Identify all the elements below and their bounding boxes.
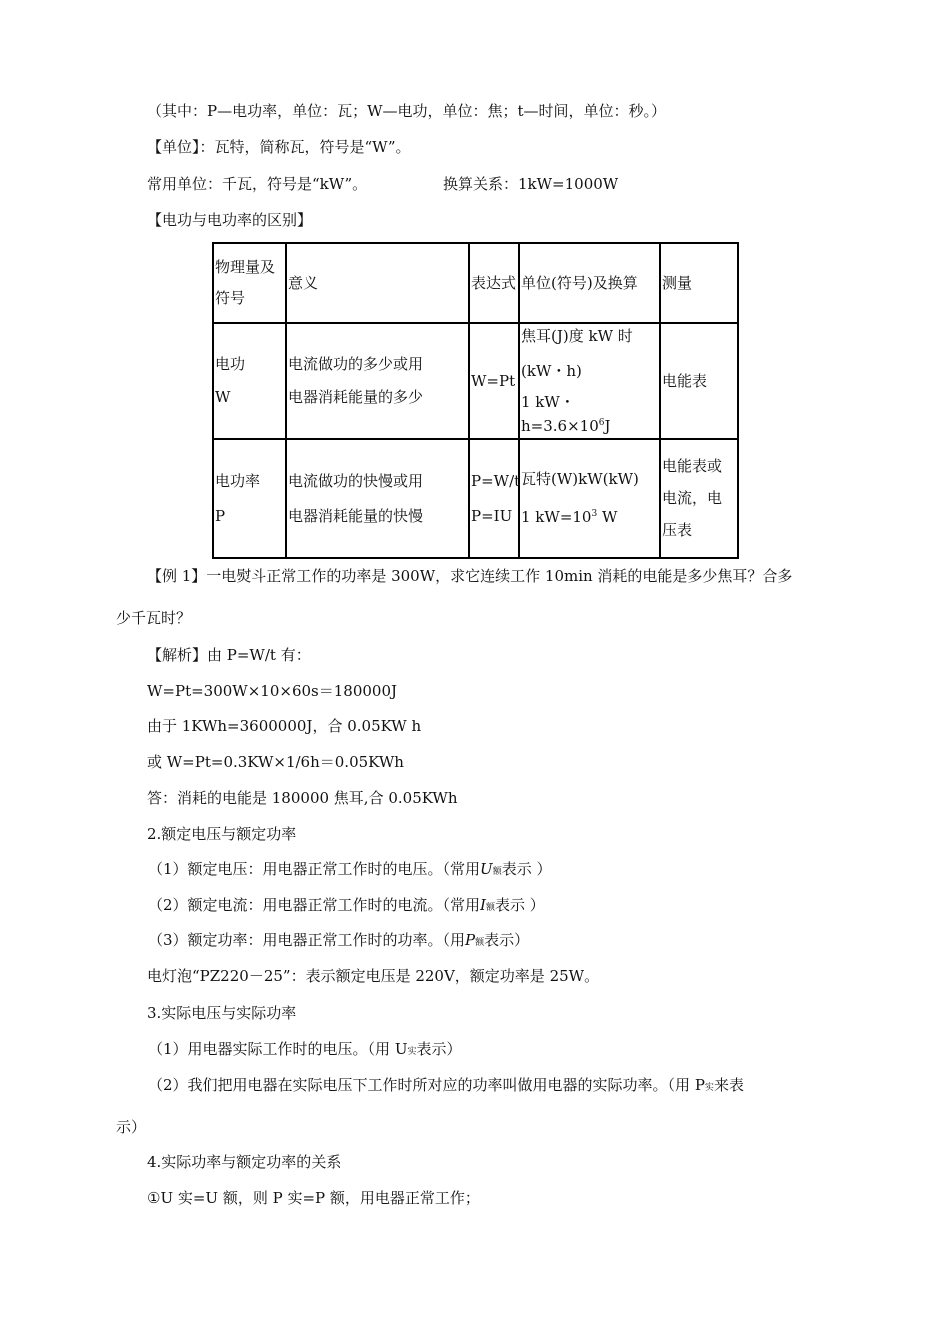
- analysis-step: W=Pt=300W×10×60s＝180000J: [147, 682, 398, 700]
- unit-heading: 【单位】：瓦特，简称瓦，符号是“W”。: [147, 138, 411, 156]
- row-meaning: 电流做功的多少或用 电器消耗能量的多少: [286, 323, 469, 439]
- comparison-heading: 【电功与电功率的区别】: [147, 211, 313, 229]
- row-measure: 电能表: [660, 323, 738, 439]
- rated-item: （3）额定功率：用电器正常工作时的功率。（用P额表示）: [148, 931, 530, 949]
- row-measure: 电能表或 电流，电 压表: [660, 439, 738, 558]
- conversion-line: 换算关系：1kW=1000W: [443, 175, 619, 193]
- header-unit: 单位(符号)及换算: [519, 243, 660, 323]
- rated-section-title: 2.额定电压与额定功率: [147, 825, 297, 843]
- actual-item: （1）用电器实际工作时的电压。（用 U实表示）: [148, 1040, 462, 1058]
- table-header-row: [213, 243, 738, 323]
- example-question-cont: 少千瓦时？: [116, 609, 192, 627]
- actual-item-cont: 示）: [116, 1118, 147, 1136]
- bulb-example: 电灯泡“PZ220－25”：表示额定电压是 220V，额定功率是 25W。: [147, 967, 600, 985]
- comparison-table: [212, 242, 739, 559]
- relation-item: ①U 实=U 额，则 P 实=P 额，用电器正常工作；: [147, 1189, 480, 1207]
- row-quantity: 电功率 P: [213, 439, 286, 558]
- analysis-step: 或 W=Pt=0.3KW×1/6h＝0.05KWh: [147, 753, 404, 771]
- rated-item: （1）额定电压：用电器正常工作时的电压。（常用U额表示 ）: [148, 860, 552, 878]
- row-expression: P=W/t P=IU: [469, 439, 519, 558]
- header-quantity: 物理量及 符号: [213, 243, 286, 323]
- row-unit: 焦耳(J)度 kW 时 (kW・h) 1 kW・$h=3.6\times 10^6J$: [519, 323, 660, 439]
- row-expression: W=Pt: [469, 323, 519, 439]
- analysis-step: 由于 1KWh=3600000J，合 0.05KW h: [147, 717, 422, 735]
- actual-item: （2）我们把用电器在实际电压下工作时所对应的功率叫做用电器的实际功率。（用 P实来表: [148, 1076, 744, 1094]
- rated-item: （2）额定电流：用电器正常工作时的电流。（常用I额表示 ）: [148, 896, 545, 914]
- answer-line: 答：消耗的电能是 180000 焦耳,合 0.05KWh: [147, 789, 458, 807]
- header-measure: 测量: [660, 243, 738, 323]
- header-meaning: 意义: [286, 243, 469, 323]
- relation-section-title: 4.实际功率与额定功率的关系: [147, 1153, 342, 1171]
- actual-section-title: 3.实际电压与实际功率: [147, 1004, 297, 1022]
- row-unit: 瓦特(W)kW(kW) 1 $kW=10^3$ W: [519, 439, 660, 558]
- common-unit-line: 常用单位：千瓦，符号是“kW”。: [147, 175, 368, 193]
- row-quantity: 电功 W: [213, 323, 286, 439]
- analysis-heading: 【解析】由 P=W/t 有：: [147, 646, 311, 664]
- row-meaning: 电流做功的快慢或用 电器消耗能量的快慢: [286, 439, 469, 558]
- example-question: 【例 1】一电熨斗正常工作的功率是 300W，求它连续工作 10min 消耗的电能是多少焦耳？合多: [147, 567, 793, 585]
- formula-note: （其中：P—电功率，单位：瓦；W—电功，单位：焦；t—时间，单位：秒。）: [147, 102, 667, 120]
- table-row: [213, 323, 738, 439]
- header-expression: 表达式: [469, 243, 519, 323]
- table-row: [213, 439, 738, 558]
